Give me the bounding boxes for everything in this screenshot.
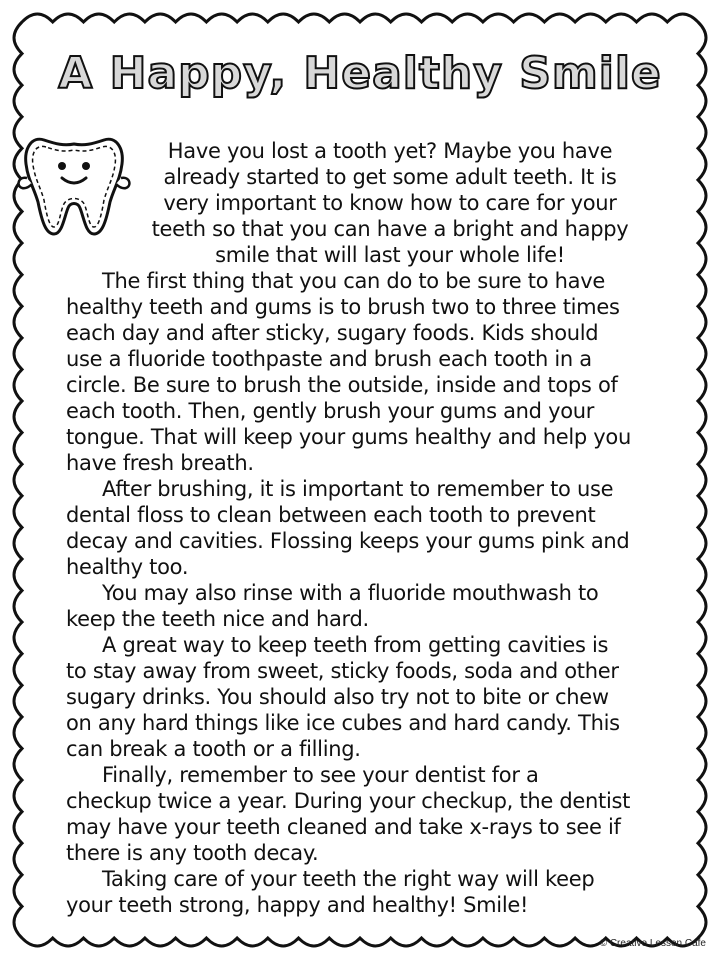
paragraph-line: to stay away from sweet, sticky foods, soda and other — [66, 659, 619, 683]
paragraph-line: can break a tooth or a filling. — [66, 737, 361, 761]
paragraph-line: healthy teeth and gums is to brush two to three times — [66, 295, 620, 319]
paragraph-line: dental floss to clean between each tooth to prevent — [66, 503, 596, 527]
paragraph-line: each tooth. Then, gently brush your gums and your — [66, 399, 595, 423]
paragraph-line: your teeth strong, happy and healthy! Smile! — [66, 893, 529, 917]
paragraph-line: checkup twice a year. During your checkup, the dentist — [66, 789, 631, 813]
paragraph-line: sugary drinks. You should also try not to bite or chew — [66, 685, 609, 709]
paragraph-first-line: Taking care of your teeth the right way will keep — [102, 867, 595, 891]
paragraph-first-line: After brushing, it is important to remember to use — [102, 477, 614, 501]
paragraph-line: use a fluoride toothpaste and brush each tooth in a — [66, 347, 592, 371]
paragraph-line: healthy too. — [66, 555, 189, 579]
paragraph-line: tongue. That will keep your gums healthy and help you — [66, 425, 631, 449]
paragraph-first-line: A great way to keep teeth from getting cavities is — [102, 633, 609, 657]
paragraph-line: decay and cavities. Flossing keeps your gums pink and — [66, 529, 630, 553]
intro-line: Have you lost a tooth yet? Maybe you have — [167, 139, 613, 163]
paragraph-line: on any hard things like ice cubes and hard candy. This — [66, 711, 620, 735]
intro-line: already started to get some adult teeth. It is — [163, 165, 617, 189]
paragraph-line: each day and after sticky, sugary foods. Kids should — [66, 321, 599, 345]
paragraph-first-line: You may also rinse with a fluoride mouthwash to — [102, 581, 599, 605]
intro-line: very important to know how to care for your — [163, 191, 617, 215]
paragraph-first-line: The first thing that you can do to be sure to have — [102, 269, 605, 293]
page-title: A Happy, Healthy Smile — [58, 48, 662, 99]
paragraph-first-line: Finally, remember to see your dentist for a — [102, 763, 539, 787]
intro-line: teeth so that you can have a bright and happy — [151, 217, 629, 241]
intro-line: smile that will last your whole life! — [215, 243, 565, 267]
paragraph-line: keep the teeth nice and hard. — [66, 607, 369, 631]
paragraph-line: have fresh breath. — [66, 451, 254, 475]
paragraph-line: circle. Be sure to brush the outside, inside and tops of — [66, 373, 618, 397]
paragraph-line: there is any tooth decay. — [66, 841, 319, 865]
paragraph-line: may have your teeth cleaned and take x-rays to see if — [66, 815, 621, 839]
copyright-notice: © Creative Lesson Cafe — [599, 938, 706, 949]
